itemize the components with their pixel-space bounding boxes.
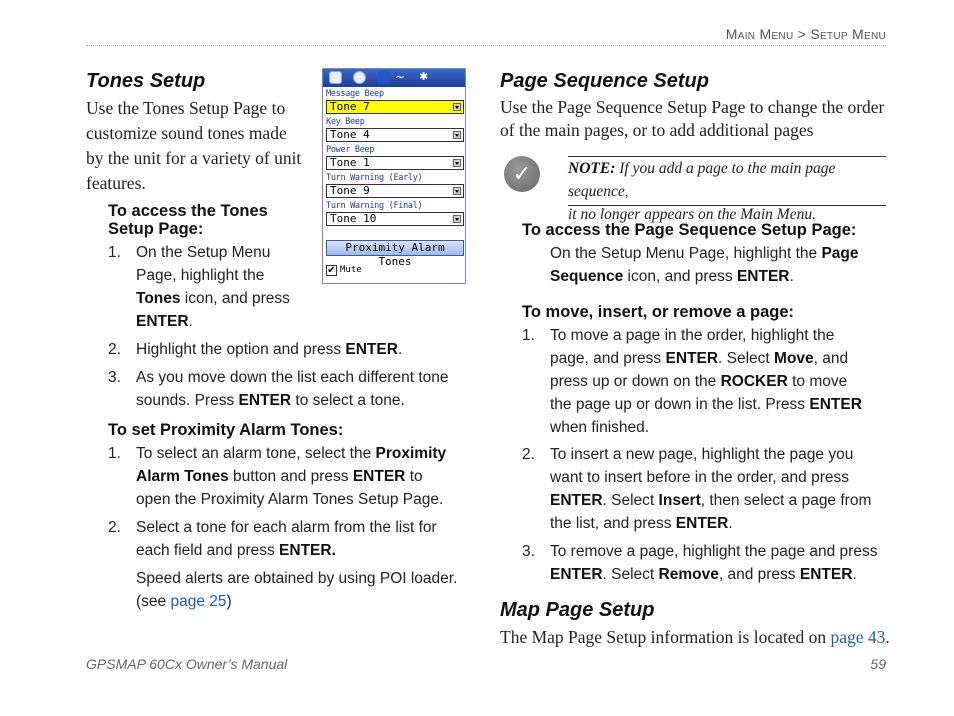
- heading-line: To access the Tones: [108, 202, 268, 220]
- dropdown-arrow-icon[interactable]: [453, 215, 461, 223]
- note-text: [568, 157, 888, 226]
- note-label: NOTE:: [568, 160, 616, 177]
- alarm-tab-icon: [353, 71, 366, 84]
- tones-access-heading: [108, 202, 268, 238]
- note-bottom-rule: [568, 205, 886, 206]
- text-line: [136, 264, 264, 287]
- bold-term: ENTER: [238, 392, 292, 409]
- step-number: 1.: [108, 244, 121, 261]
- text-segment: Select a tone for each alarm from the list for: [136, 519, 437, 536]
- text-line: [550, 512, 733, 535]
- text-line: [550, 324, 834, 347]
- bold-term: ENTER: [665, 350, 719, 367]
- proximity-alarm-tones-button[interactable]: Proximity Alarm Tones: [326, 240, 464, 256]
- gear-tab-icon: ✱: [419, 70, 429, 83]
- bold-term: ENTER: [136, 313, 189, 330]
- mute-checkbox[interactable]: ✔: [327, 265, 336, 276]
- bold-term: ENTER: [799, 566, 853, 583]
- page-sequence-access-heading: To access the Page Sequence Setup Page:: [522, 221, 857, 239]
- text-segment: . Select: [602, 566, 659, 583]
- text-line: [550, 443, 853, 466]
- text-segment: page, and press: [550, 350, 666, 367]
- bold-term: Move: [774, 350, 814, 367]
- manual-title-footer: GPSMAP 60Cx Owner’s Manual: [86, 656, 288, 672]
- bold-term: ENTER: [345, 341, 398, 358]
- text-segment: to move: [787, 373, 848, 390]
- move-page-heading: To move, insert, or remove a page:: [522, 303, 795, 321]
- bold-term: ENTER: [550, 566, 603, 583]
- page-number: 59: [870, 656, 886, 672]
- text-line: [136, 516, 437, 539]
- tones-intro-line: by the unit for a variety of unit: [86, 148, 302, 168]
- dropdown-arrow-icon[interactable]: [453, 103, 461, 111]
- tones-step-1: [108, 241, 308, 333]
- step-number: 1.: [108, 445, 121, 462]
- text-segment: , then select a page from: [700, 492, 872, 509]
- text-segment: Highlight the option and press: [136, 341, 346, 358]
- tone-select[interactable]: [326, 156, 464, 170]
- step-number: 1.: [522, 327, 535, 344]
- proximity-step-1: [108, 442, 478, 511]
- bold-term: Tones: [136, 290, 181, 307]
- step-number: 3.: [108, 369, 121, 386]
- intro-line: Use the Page Sequence Setup Page to change the order: [500, 97, 885, 117]
- text-segment: .: [789, 268, 794, 285]
- proximity-heading: To set Proximity Alarm Tones:: [108, 421, 344, 439]
- tone-select[interactable]: [326, 184, 464, 198]
- text-segment: .: [188, 313, 193, 330]
- mute-label: Mute: [340, 265, 362, 275]
- separator-icon: [377, 71, 390, 84]
- intro-line: of the main pages, or to add additional pages: [500, 120, 814, 140]
- text-line: [550, 242, 859, 265]
- text-segment: .: [728, 515, 733, 532]
- text-segment: Page, highlight the: [136, 267, 265, 284]
- tone-value: Tone 4: [330, 128, 370, 141]
- bold-term: Page: [821, 245, 859, 262]
- tone-select[interactable]: [326, 100, 464, 114]
- step-number: 2.: [108, 341, 121, 358]
- device-field-label: Turn Warning (Final): [326, 201, 423, 211]
- tones-intro-line: customize sound tones made: [86, 123, 287, 143]
- move-step-1: [522, 324, 892, 439]
- heading-line: Setup Page:: [108, 220, 204, 238]
- header-divider: [86, 45, 886, 46]
- tones-setup-title: Tones Setup: [86, 70, 206, 92]
- device-field-label: Key Beep: [326, 117, 365, 127]
- device-tab-bar: [323, 69, 465, 87]
- page-sequence-title: Page Sequence Setup: [500, 70, 709, 92]
- text-line: [550, 370, 847, 393]
- tones-intro: [86, 96, 311, 196]
- page-25-link[interactable]: page 25: [170, 593, 227, 610]
- page-43-link[interactable]: page 43: [830, 627, 886, 647]
- text-segment: , and press: [718, 566, 800, 583]
- text-segment: sounds. Press: [136, 392, 239, 409]
- bold-term: ENTER: [675, 515, 729, 532]
- text-line: [550, 540, 877, 563]
- text-line: [136, 442, 446, 465]
- step-number: 2.: [522, 446, 535, 463]
- bold-term: ENTER: [736, 268, 790, 285]
- bold-term: ROCKER: [720, 373, 788, 390]
- text-line: [550, 347, 848, 370]
- proximity-step-2: [108, 516, 478, 562]
- map-page-text: [500, 625, 900, 650]
- bold-term: Insert: [658, 492, 701, 509]
- text-segment: button and press: [228, 468, 353, 485]
- map-page-end: .: [885, 627, 890, 647]
- text-segment: when finished.: [550, 419, 650, 436]
- text-line: [136, 287, 290, 310]
- tones-setup-screen: [322, 68, 466, 284]
- text-line: [136, 241, 270, 264]
- text-segment: each field and press: [136, 542, 280, 559]
- text-line: [136, 539, 336, 562]
- text-segment: want to insert before in the order, and press: [550, 469, 849, 486]
- text-line: [550, 489, 871, 512]
- text-segment: the list, and press: [550, 515, 676, 532]
- page-sequence-intro: [500, 96, 900, 142]
- text-segment: to select a tone.: [291, 392, 405, 409]
- text-segment: .: [397, 341, 403, 358]
- note-line: it no longer appears on the Main Menu.: [568, 206, 816, 223]
- text-segment: .: [852, 566, 857, 583]
- text-segment: To remove a page, highlight the page and press: [550, 543, 878, 560]
- tone-select[interactable]: [326, 128, 464, 142]
- text-segment: the page up or down in the list. Press: [550, 396, 810, 413]
- text-segment: open the Proximity Alarm Tones Setup Page.: [136, 491, 444, 508]
- dropdown-arrow-icon[interactable]: [453, 159, 461, 167]
- text-segment: icon, and press: [180, 290, 290, 307]
- bold-term: Alarm Tones: [136, 468, 229, 485]
- move-step-3: [522, 540, 892, 586]
- step-number: 3.: [522, 543, 535, 560]
- text-line: [550, 265, 794, 288]
- move-step-2: [522, 443, 892, 535]
- tone-value: Tone 1: [330, 156, 370, 169]
- text-line: [136, 488, 443, 511]
- bold-term: Sequence: [550, 268, 624, 285]
- map-page-title: Map Page Setup: [500, 599, 655, 621]
- bold-term: ENTER: [809, 396, 862, 413]
- tones-tab-icon: [329, 71, 342, 84]
- bold-term: Proximity: [375, 445, 447, 462]
- text-line: [136, 389, 405, 412]
- device-field-label: Turn Warning (Early): [326, 173, 423, 183]
- text-segment: To move a page in the order, highlight the: [550, 327, 835, 344]
- dropdown-arrow-icon[interactable]: [453, 187, 461, 195]
- text-segment: , and: [813, 350, 849, 367]
- bold-term: ENTER: [352, 468, 406, 485]
- text-segment: . Select: [602, 492, 659, 509]
- text-segment: . Select: [718, 350, 775, 367]
- bold-term: Remove: [658, 566, 719, 583]
- note-check-icon: ✓: [504, 156, 540, 192]
- bold-term: ENTER: [550, 492, 603, 509]
- page-sequence-access-text: [550, 242, 890, 288]
- tone-value: Tone 9: [330, 184, 370, 197]
- speed-alert-note: [136, 567, 481, 613]
- text-line: [136, 465, 423, 488]
- text-line: [136, 338, 402, 361]
- breadcrumb: Main Menu > Setup Menu: [725, 26, 886, 42]
- map-page-sentence: The Map Page Setup information is located on: [500, 627, 831, 647]
- text-line: [550, 466, 849, 489]
- tone-value: Tone 7: [330, 100, 370, 113]
- bold-term: ENTER.: [279, 542, 336, 559]
- tones-intro-line: Use the Tones Setup Page to: [86, 98, 286, 118]
- speed-note-suffix: ): [226, 593, 232, 610]
- text-segment: On the Setup Menu Page, highlight the: [550, 245, 822, 262]
- tone-select[interactable]: [326, 212, 464, 226]
- tones-step-2: [108, 338, 478, 361]
- tones-intro-line: features.: [86, 173, 146, 193]
- dropdown-arrow-icon[interactable]: [453, 131, 461, 139]
- text-line: [550, 416, 649, 439]
- text-segment: On the Setup Menu: [136, 244, 271, 261]
- speed-note-line: Speed alerts are obtained by using POI loader.: [136, 570, 458, 587]
- text-line: [136, 310, 193, 333]
- text-segment: icon, and press: [623, 268, 737, 285]
- text-segment: To select an alarm tone, select the: [136, 445, 376, 462]
- tones-step-3: [108, 366, 478, 412]
- wave-tab-icon: ~: [395, 70, 406, 84]
- text-segment: As you move down the list each different tone: [136, 369, 449, 386]
- step-number: 2.: [108, 519, 121, 536]
- device-field-label: Message Beep: [326, 89, 384, 99]
- text-line: [550, 393, 862, 416]
- tone-value: Tone 10: [330, 212, 377, 225]
- text-segment: press up or down on the: [550, 373, 721, 390]
- text-line: [550, 563, 857, 586]
- device-field-label: Power Beep: [326, 145, 375, 155]
- text-segment: to: [405, 468, 423, 485]
- text-segment: To insert a new page, highlight the page you: [550, 446, 854, 463]
- text-line: [136, 366, 448, 389]
- speed-note-prefix: (see: [136, 593, 171, 610]
- note-line: If you add a page to the main page sequence,: [568, 160, 836, 200]
